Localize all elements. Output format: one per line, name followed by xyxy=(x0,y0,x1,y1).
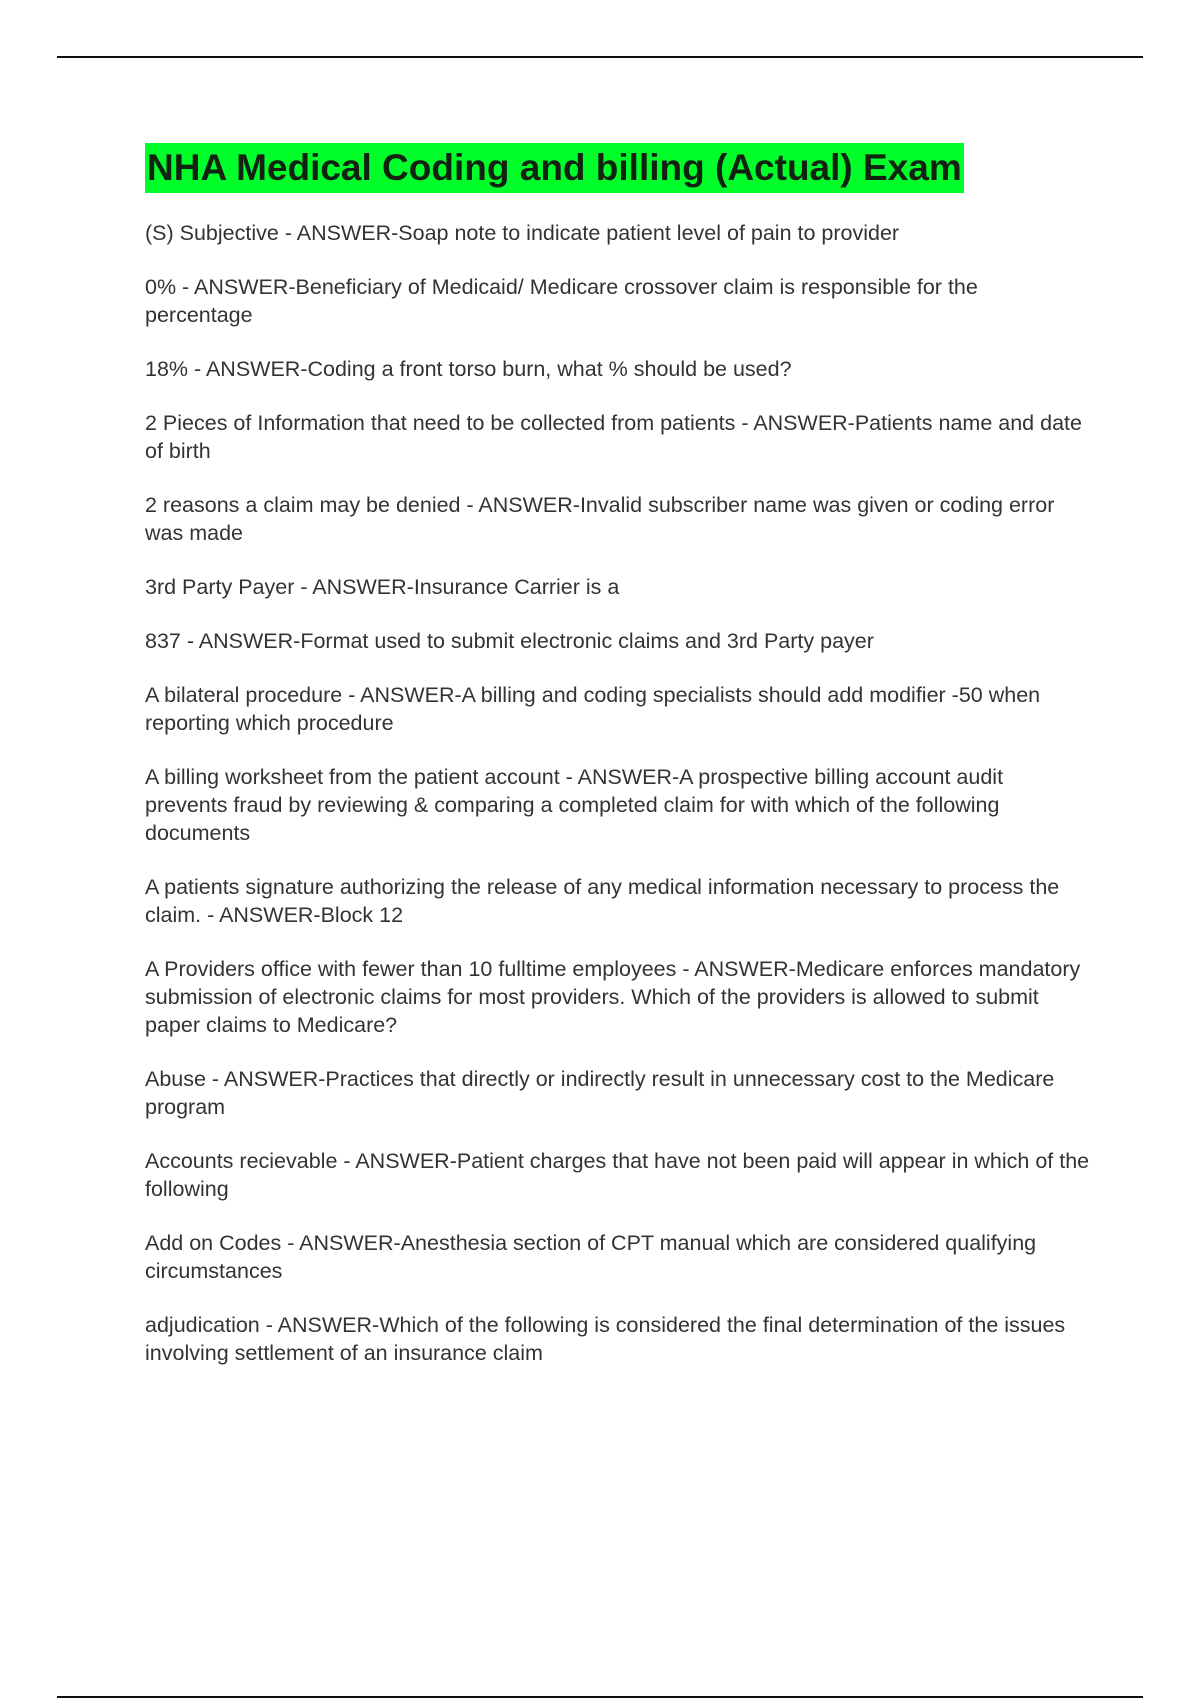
qa-item: 837 - ANSWER-Format used to submit electronic claims and 3rd Party payer xyxy=(145,629,874,653)
qa-item: A billing worksheet from the patient account - ANSWER-A prospective billing account audit prevents fraud by reviewing & comparing a completed claim for with which of the following documents xyxy=(145,765,1004,845)
qa-list xyxy=(145,219,1090,1367)
document-body xyxy=(145,143,1090,1393)
top-rule xyxy=(57,56,1143,58)
qa-item: 0% - ANSWER-Beneficiary of Medicaid/ Medicare crossover claim is responsible for the percentage xyxy=(145,275,978,327)
qa-item: 18% - ANSWER-Coding a front torso burn, what % should be used? xyxy=(145,357,792,381)
qa-item: A Providers office with fewer than 10 fulltime employees - ANSWER-Medicare enforces mandatory submission of electronic claims for most providers. Which of the providers is allowed to submit paper claims to Medicare? xyxy=(145,957,1081,1037)
qa-item: (S) Subjective - ANSWER-Soap note to indicate patient level of pain to provider xyxy=(145,221,900,245)
qa-item: 2 Pieces of Information that need to be collected from patients - ANSWER-Patients name and date of birth xyxy=(145,411,1082,463)
qa-item: Accounts recievable - ANSWER-Patient charges that have not been paid will appear in which of the following xyxy=(145,1149,1090,1201)
qa-item: Add on Codes - ANSWER-Anesthesia section of CPT manual which are considered qualifying circumstances xyxy=(145,1231,1037,1283)
qa-item: 2 reasons a claim may be denied - ANSWER-Invalid subscriber name was given or coding error was made xyxy=(145,493,1055,545)
qa-item: Abuse - ANSWER-Practices that directly or indirectly result in unnecessary cost to the Medicare program xyxy=(145,1067,1055,1119)
document-title: NHA Medical Coding and billing (Actual) Exam xyxy=(145,143,964,193)
qa-item: adjudication - ANSWER-Which of the following is considered the final determination of the issues involving settlement of an insurance claim xyxy=(145,1313,1066,1365)
bottom-rule xyxy=(57,1696,1143,1698)
qa-item: A patients signature authorizing the release of any medical information necessary to process the claim. - ANSWER-Block 12 xyxy=(145,875,1060,927)
qa-item: 3rd Party Payer - ANSWER-Insurance Carrier is a xyxy=(145,575,620,599)
qa-item: A bilateral procedure - ANSWER-A billing and coding specialists should add modifier -50 when reporting which procedure xyxy=(145,683,1041,735)
